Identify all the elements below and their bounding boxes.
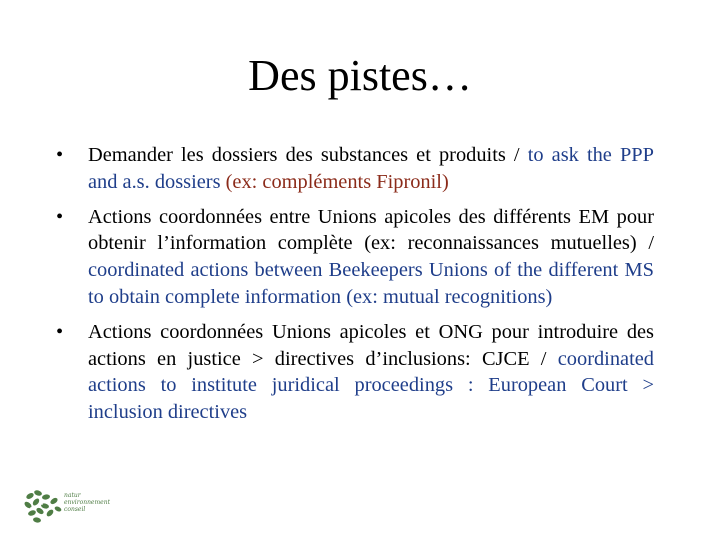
logo-line: environnement (64, 499, 110, 506)
bullet-1-english-text: to ask the PPP and a.s. dossiers (88, 144, 654, 193)
bullet-3-english-text: coordinated actions to institute juridical proceedings : European Court > inclusion directives (88, 347, 654, 424)
bullet-marker: • (56, 320, 64, 343)
logo-text (64, 492, 110, 513)
bullet-list (50, 142, 654, 434)
bullet-item-3 (50, 319, 654, 426)
bullet-1-example-text: (ex: compléments Fipronil) (220, 170, 449, 193)
bullet-item-1 (50, 142, 654, 196)
bullet-3-french-text: Actions coordonnées Unions apicoles et ONG pour introduire des actions en justice > directives d’inclusions: CJCE / (88, 320, 654, 370)
bullet-2-french-text: Actions coordonnées entre Unions apicoles des différents EM pour obtenir l’information complète (ex: reconnaissances mutuelles) / (88, 205, 654, 255)
slide-title: Des pistes… (248, 51, 472, 100)
logo-line: conseil (64, 506, 86, 513)
bullet-1-french-text: Demander les dossiers des substances et produits / (88, 144, 528, 166)
bullet-marker: • (56, 205, 64, 228)
bullet-marker: • (56, 144, 64, 166)
bullet-item-2 (50, 204, 654, 311)
bullet-2-english-text: coordinated actions between Beekeepers Unions of the different MS to obtain complete information (ex: mutual recognitions) (88, 259, 654, 308)
logo-line: natur (64, 492, 81, 499)
